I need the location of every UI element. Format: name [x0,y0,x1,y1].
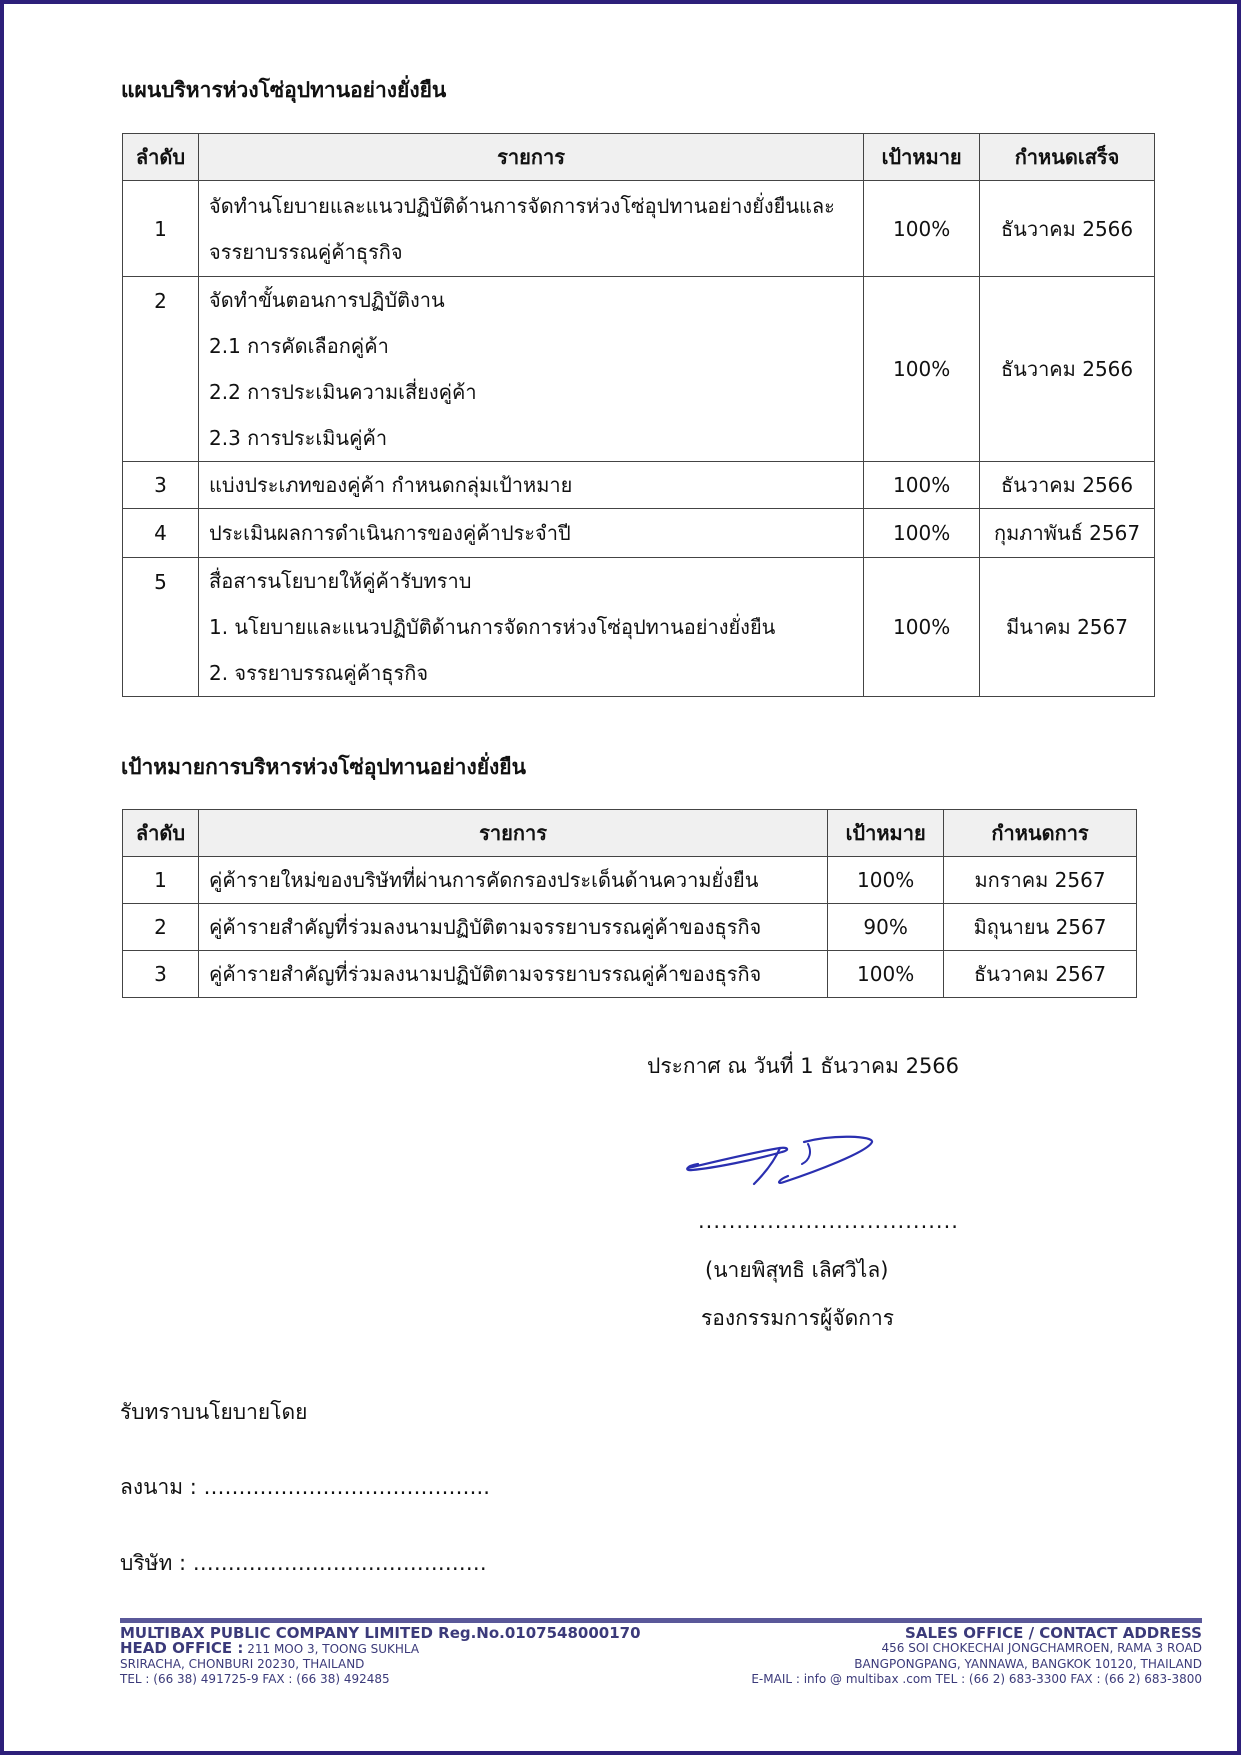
company-line: บริษัท : …………………………………… [120,1551,487,1575]
row-item-line: 2.1 การคัดเลือกคู่ค้า [208,334,389,358]
header-target: เป้าหมาย [828,810,944,857]
row-due: มิถุนายน 2567 [944,904,1137,951]
row-item-line: จรรยาบรรณคู่ค้าธุรกิจ [208,239,403,264]
row-target: 100% [864,509,980,558]
row-item-line: แบ่งประเภทของคู่ค้า กำหนดกลุ่มเป้าหมาย [208,473,573,497]
row-target: 100% [828,951,944,998]
row-item-line: จัดทำนโยบายและแนวปฏิบัติด้านการจัดการห่วงโซ่อุปทานอย่างยั่งยืนและ [208,193,835,218]
signature-dots: .................................. [698,1209,959,1233]
table-row [123,857,1137,904]
row-item-line: จัดทำขั้นตอนการปฏิบัติงาน [208,288,445,312]
row-item-line: 2.2 การประเมินความเสี่ยงคู่ค้า [208,380,477,404]
row-item: คู่ค้ารายใหม่ของบริษัทที่ผ่านการคัดกรองประเด็นด้านความยั่งยืน [198,857,827,904]
header-item: รายการ [198,810,827,857]
row-no: 3 [123,462,199,509]
row-due: ธันวาคม 2566 [980,181,1155,277]
header-target: เป้าหมาย [864,134,980,181]
row-due: มกราคม 2567 [944,857,1137,904]
row-target: 100% [828,857,944,904]
footer-sales-title: SALES OFFICE / CONTACT ADDRESS [905,1624,1202,1642]
letterhead-footer [120,1618,1202,1687]
footer-head-office-line2: SRIRACHA, CHONBURI 20230, THAILAND [120,1657,365,1671]
header-due: กำหนดเสร็จ [980,134,1155,181]
row-no: 2 [123,904,199,951]
row-target: 100% [864,558,980,697]
goal-section-title: เป้าหมายการบริหารห่วงโซ่อุปทานอย่างยั่งยืน [121,755,526,779]
table-header-row [123,810,1137,857]
table-row [123,181,1155,277]
acknowledge-heading: รับทราบนโยบายโดย [120,1400,308,1424]
row-no: 2 [123,277,199,462]
row-no: 3 [123,951,199,998]
table-row [123,277,1155,462]
row-no: 1 [123,181,199,277]
table-header-row [123,134,1155,181]
footer-head-office-line3: TEL : (66 38) 491725-9 FAX : (66 38) 492485 [120,1672,390,1686]
plan-section-title: แผนบริหารห่วงโซ่อุปทานอย่างยั่งยืน [121,78,447,102]
header-no: ลำดับ [123,810,199,857]
row-target: 100% [864,462,980,509]
sign-line: ลงนาม : ………………………………….. [120,1475,490,1499]
row-item-line: ประเมินผลการดำเนินการของคู่ค้าประจำปี [208,521,571,545]
row-due: กุมภาพันธ์ 2567 [980,509,1155,558]
row-due: ธันวาคม 2566 [980,277,1155,462]
row-item-line: สื่อสารนโยบายให้คู่ค้ารับทราบ [208,569,472,593]
footer-head-office-line1: 211 MOO 3, TOONG SUKHLA [247,1642,420,1656]
footer-sales-line1: 456 SOI CHOKECHAI JONGCHAMROEN, RAMA 3 ROAD [881,1641,1202,1655]
table-row [123,462,1155,509]
goal-table [122,809,1137,998]
row-item: คู่ค้ารายสำคัญที่ร่วมลงนามปฏิบัติตามจรรยาบรรณคู่ค้าของธุรกิจ [198,951,827,998]
signature-image [684,1132,878,1194]
row-due: มีนาคม 2567 [980,558,1155,697]
row-target: 90% [828,904,944,951]
table-row [123,509,1155,558]
footer-sales-line2: BANGPONGPANG, YANNAWA, BANGKOK 10120, THAILAND [854,1657,1202,1671]
signer-name: (นายพิสุทธิ เลิศวิไล) [705,1258,889,1282]
row-item [198,509,863,558]
row-target: 100% [864,277,980,462]
row-no: 4 [123,509,199,558]
row-target: 100% [864,181,980,277]
signer-position: รองกรรมการผู้จัดการ [701,1306,895,1330]
table-row [123,951,1137,998]
row-item [198,462,863,509]
row-item: คู่ค้ารายสำคัญที่ร่วมลงนามปฏิบัติตามจรรยาบรรณคู่ค้าของธุรกิจ [198,904,827,951]
announcement-date: ประกาศ ณ วันที่ 1 ธันวาคม 2566 [647,1054,960,1078]
row-due: ธันวาคม 2566 [980,462,1155,509]
footer-sales-line3: E-MAIL : info @ multibax .com TEL : (66 2) 683-3300 FAX : (66 2) 683-3800 [751,1672,1202,1686]
row-item-line: 2. จรรยาบรรณคู่ค้าธุรกิจ [208,661,429,685]
row-due: ธันวาคม 2567 [944,951,1137,998]
table-row [123,558,1155,697]
header-no: ลำดับ [123,134,199,181]
footer-company: MULTIBAX PUBLIC COMPANY LIMITED Reg.No.0107548000170 [120,1624,641,1642]
header-schedule: กำหนดการ [944,810,1137,857]
row-item-line: 1. นโยบายและแนวปฏิบัติด้านการจัดการห่วงโซ่อุปทานอย่างยั่งยืน [208,615,776,639]
row-no: 5 [123,558,199,697]
row-item [198,181,863,277]
table-row [123,904,1137,951]
row-item-line: 2.3 การประเมินคู่ค้า [208,426,388,450]
plan-table [122,133,1155,697]
header-item: รายการ [198,134,863,181]
footer-head-office-label: HEAD OFFICE : [120,1639,244,1657]
row-no: 1 [123,857,199,904]
row-item [198,277,863,462]
row-item [198,558,863,697]
